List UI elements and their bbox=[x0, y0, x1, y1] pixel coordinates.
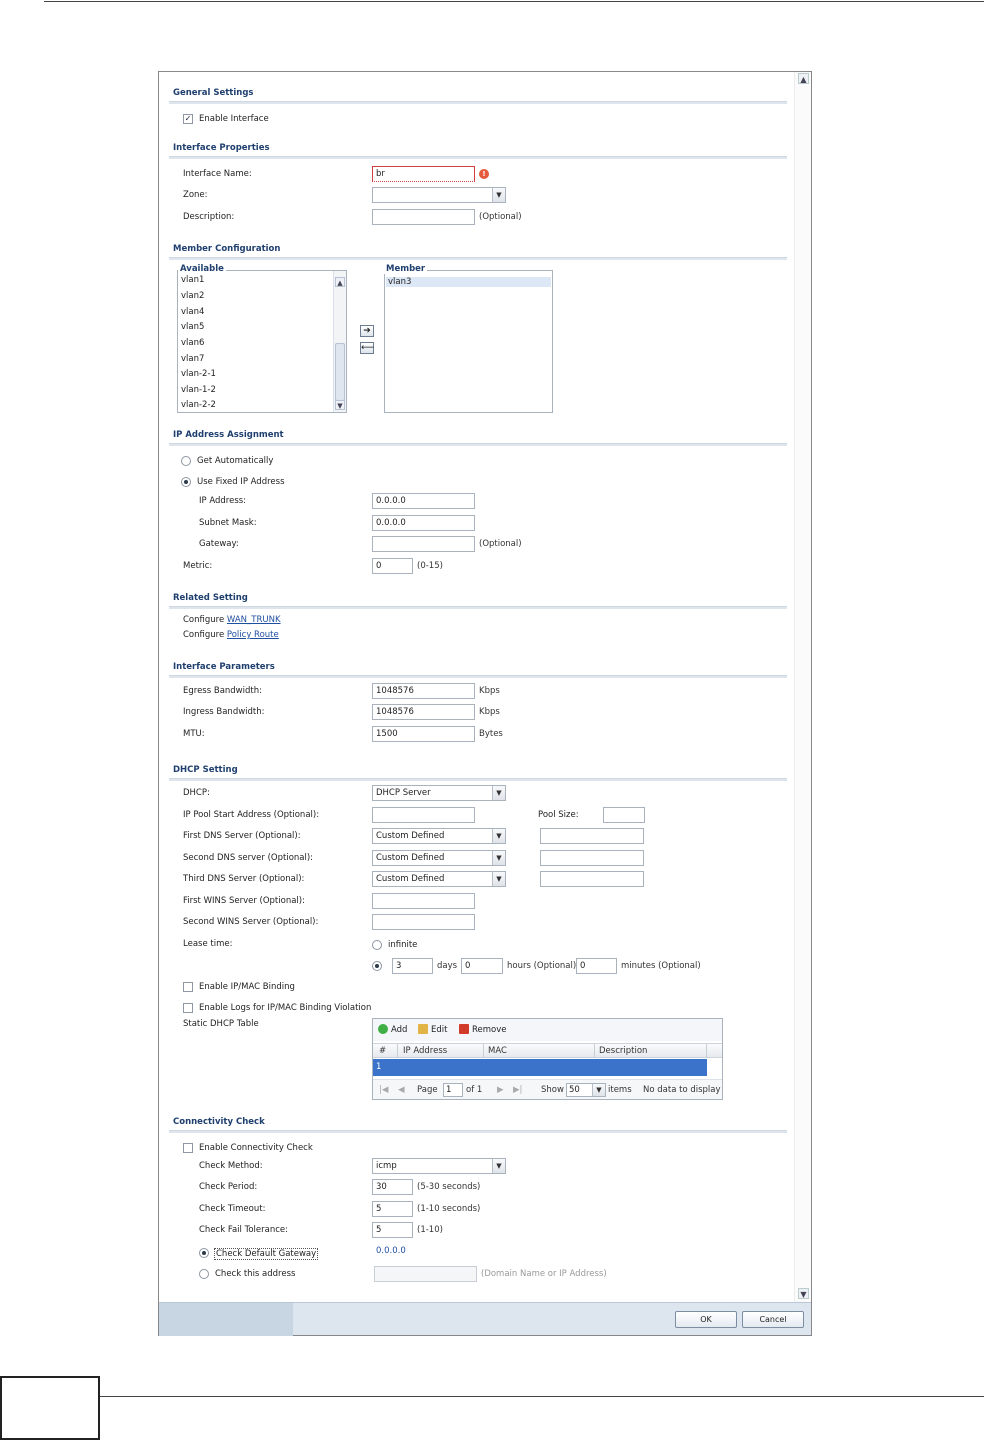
get-automatically-radio[interactable] bbox=[181, 456, 191, 466]
check-period-note: (5-30 seconds) bbox=[417, 1182, 481, 1192]
available-title-text: Available bbox=[180, 264, 224, 274]
chevron-down-icon: ▼ bbox=[592, 1084, 605, 1096]
page-label: Page bbox=[417, 1085, 438, 1095]
first-dns-select[interactable] bbox=[372, 828, 506, 844]
remove-label: Remove bbox=[472, 1025, 507, 1035]
check-method-select[interactable] bbox=[372, 1158, 506, 1174]
error-icon: ! bbox=[479, 169, 489, 179]
section-divider bbox=[169, 1130, 787, 1133]
section-divider bbox=[169, 443, 787, 446]
use-fixed-ip-label: Use Fixed IP Address bbox=[197, 477, 285, 487]
scroll-down-icon[interactable]: ▼ bbox=[798, 1288, 809, 1299]
ip-pool-start-label: IP Pool Start Address (Optional): bbox=[183, 810, 320, 820]
section-interface-parameters: Interface Parameters bbox=[173, 662, 275, 672]
available-list[interactable] bbox=[177, 270, 347, 413]
check-this-address-label: Check this address bbox=[215, 1269, 296, 1279]
section-divider bbox=[169, 101, 787, 104]
section-connectivity-check: Connectivity Check bbox=[173, 1117, 265, 1127]
dhcp-value: DHCP Server bbox=[376, 788, 431, 798]
first-dns-label: First DNS Server (Optional): bbox=[183, 831, 301, 841]
configure-policy-route-row bbox=[183, 630, 279, 640]
no-data-message: No data to display bbox=[643, 1085, 721, 1095]
section-general-settings: General Settings bbox=[173, 88, 254, 98]
col-separator bbox=[397, 1044, 398, 1058]
check-timeout-note: (1-10 seconds) bbox=[417, 1204, 481, 1214]
col-mac[interactable]: MAC bbox=[488, 1046, 507, 1056]
second-dns-select[interactable] bbox=[372, 850, 506, 866]
third-dns-value: Custom Defined bbox=[376, 874, 445, 884]
list-item[interactable]: vlan5 bbox=[181, 322, 205, 332]
add-label: Add bbox=[391, 1025, 408, 1035]
wan-trunk-link[interactable]: WAN_TRUNK bbox=[226, 615, 281, 625]
first-dns-input[interactable] bbox=[540, 828, 644, 844]
page-bottom-rule bbox=[100, 1396, 984, 1397]
chevron-down-icon: ▼ bbox=[492, 786, 505, 800]
pool-size-input[interactable] bbox=[603, 807, 645, 823]
second-dns-input[interactable] bbox=[540, 850, 644, 866]
check-timeout-label: Check Timeout: bbox=[199, 1204, 266, 1214]
metric-label: Metric: bbox=[183, 561, 213, 571]
get-automatically-label: Get Automatically bbox=[197, 456, 274, 466]
list-item[interactable]: vlan6 bbox=[181, 338, 205, 348]
ip-pool-start-input[interactable] bbox=[372, 807, 475, 823]
first-wins-input[interactable] bbox=[372, 893, 475, 909]
next-page-icon[interactable]: ▶ bbox=[497, 1085, 504, 1095]
subnet-mask-label: Subnet Mask: bbox=[199, 518, 257, 528]
ingress-unit: Kbps bbox=[479, 707, 500, 717]
arrow-left-icon: ⟵ bbox=[361, 343, 374, 353]
subnet-mask-input[interactable]: 0.0.0.0 bbox=[372, 515, 475, 531]
minutes-label: minutes (Optional) bbox=[621, 961, 701, 971]
section-divider bbox=[169, 257, 787, 260]
chevron-down-icon: ▼ bbox=[492, 872, 505, 886]
dhcp-select[interactable] bbox=[372, 785, 506, 801]
first-wins-label: First WINS Server (Optional): bbox=[183, 896, 305, 906]
second-dns-label: Second DNS server (Optional): bbox=[183, 853, 314, 863]
list-item[interactable]: vlan-1-2 bbox=[181, 385, 216, 395]
lease-days-input[interactable]: 3 bbox=[392, 958, 433, 974]
dialog-content bbox=[159, 72, 793, 1302]
footer-left-panel bbox=[159, 1303, 293, 1336]
check-default-gateway-label: Check Default Gateway bbox=[216, 1249, 317, 1259]
description-label: Description: bbox=[183, 212, 235, 222]
check-fail-tolerance-label: Check Fail Tolerance: bbox=[199, 1225, 288, 1235]
gateway-optional-note: (Optional) bbox=[479, 539, 522, 549]
trash-icon bbox=[459, 1024, 469, 1034]
use-fixed-ip-radio[interactable] bbox=[181, 477, 191, 487]
list-item[interactable]: vlan7 bbox=[181, 354, 205, 364]
items-label: items bbox=[608, 1085, 632, 1095]
third-dns-select[interactable] bbox=[372, 871, 506, 887]
configure-label: Configure bbox=[183, 630, 225, 640]
section-divider bbox=[169, 778, 787, 781]
egress-unit: Kbps bbox=[479, 686, 500, 696]
policy-route-link[interactable]: Policy Route bbox=[226, 630, 279, 640]
add-member-button[interactable] bbox=[360, 325, 374, 337]
member-list[interactable] bbox=[384, 270, 553, 413]
configure-wan-trunk-row bbox=[183, 615, 281, 625]
list-item[interactable]: vlan1 bbox=[181, 275, 205, 285]
list-item[interactable]: vlan4 bbox=[181, 307, 205, 317]
page-size-select[interactable] bbox=[566, 1083, 606, 1097]
ingress-bandwidth-label: Ingress Bandwidth: bbox=[183, 707, 265, 717]
enable-ipmac-binding-label: Enable IP/MAC Binding bbox=[199, 982, 295, 992]
col-number[interactable]: # bbox=[379, 1046, 387, 1056]
list-item[interactable]: vlan-2-2 bbox=[181, 400, 216, 410]
check-period-input[interactable]: 30 bbox=[372, 1179, 413, 1195]
check-address-input[interactable] bbox=[374, 1266, 477, 1282]
enable-ipmac-logs-checkbox[interactable] bbox=[183, 1003, 193, 1013]
chevron-down-icon: ▼ bbox=[492, 188, 505, 202]
lease-infinite-radio[interactable] bbox=[372, 940, 382, 950]
prev-page-icon[interactable]: ◀ bbox=[398, 1085, 405, 1095]
add-button[interactable] bbox=[378, 1024, 407, 1035]
description-input[interactable] bbox=[372, 209, 475, 225]
check-fail-tolerance-note: (1-10) bbox=[417, 1225, 443, 1235]
check-address-hint: (Domain Name or IP Address) bbox=[481, 1269, 607, 1279]
page-of-label: of 1 bbox=[466, 1085, 483, 1095]
zone-label: Zone: bbox=[183, 190, 208, 200]
scroll-down-icon[interactable]: ▼ bbox=[335, 400, 345, 410]
page-top-rule bbox=[44, 1, 984, 2]
section-interface-properties: Interface Properties bbox=[173, 143, 270, 153]
egress-bandwidth-label: Egress Bandwidth: bbox=[183, 686, 262, 696]
col-separator bbox=[706, 1044, 707, 1058]
ingress-bandwidth-input[interactable]: 1048576 bbox=[372, 704, 475, 720]
table-row[interactable] bbox=[373, 1059, 707, 1076]
enable-interface-label: Enable Interface bbox=[199, 114, 269, 124]
page-number-box bbox=[0, 1376, 100, 1440]
static-dhcp-table-label: Static DHCP Table bbox=[183, 1019, 259, 1029]
scroll-up-icon[interactable]: ▲ bbox=[335, 277, 345, 287]
add-icon bbox=[378, 1024, 388, 1034]
scroll-thumb[interactable] bbox=[335, 343, 345, 401]
section-related-setting: Related Setting bbox=[173, 593, 248, 603]
check-timeout-input[interactable]: 5 bbox=[372, 1201, 413, 1217]
page-number-input[interactable]: 1 bbox=[443, 1083, 463, 1097]
gateway-label: Gateway: bbox=[199, 539, 239, 549]
second-dns-value: Custom Defined bbox=[376, 853, 445, 863]
available-list-scrollbar[interactable] bbox=[333, 271, 346, 412]
edit-label: Edit bbox=[431, 1025, 448, 1035]
static-dhcp-table bbox=[372, 1018, 723, 1100]
enable-interface-checkbox[interactable]: ✓ bbox=[184, 114, 192, 123]
check-method-label: Check Method: bbox=[199, 1161, 263, 1171]
dhcp-label: DHCP: bbox=[183, 788, 210, 798]
chevron-down-icon: ▼ bbox=[492, 851, 505, 865]
section-dhcp-setting: DHCP Setting bbox=[173, 765, 238, 775]
check-period-label: Check Period: bbox=[199, 1182, 258, 1192]
col-separator bbox=[594, 1044, 595, 1058]
col-separator bbox=[483, 1044, 484, 1058]
first-page-icon[interactable]: |◀ bbox=[379, 1085, 389, 1095]
edit-icon bbox=[418, 1024, 428, 1034]
lease-duration-radio[interactable] bbox=[372, 961, 382, 971]
table-header bbox=[373, 1043, 722, 1058]
ip-address-input[interactable]: 0.0.0.0 bbox=[372, 493, 475, 509]
table-toolbar bbox=[373, 1019, 722, 1041]
section-divider bbox=[169, 675, 787, 678]
list-item[interactable]: vlan3 bbox=[386, 277, 551, 287]
zone-select[interactable] bbox=[372, 187, 506, 203]
hours-label: hours (Optional) bbox=[507, 961, 577, 971]
second-wins-label: Second WINS Server (Optional): bbox=[183, 917, 319, 927]
description-optional-note: (Optional) bbox=[479, 212, 522, 222]
check-this-address-radio[interactable] bbox=[199, 1269, 209, 1279]
pool-size-label: Pool Size: bbox=[538, 810, 579, 820]
section-divider bbox=[169, 156, 787, 159]
section-divider bbox=[169, 606, 787, 609]
gateway-input[interactable] bbox=[372, 536, 475, 552]
egress-bandwidth-input[interactable]: 1048576 bbox=[372, 683, 475, 699]
lease-time-label: Lease time: bbox=[183, 939, 233, 949]
section-member-configuration: Member Configuration bbox=[173, 244, 281, 254]
default-gateway-value: 0.0.0.0 bbox=[376, 1246, 406, 1256]
remove-button[interactable] bbox=[459, 1024, 507, 1035]
edit-button[interactable] bbox=[418, 1024, 447, 1035]
configure-label: Configure bbox=[183, 615, 225, 625]
member-title-text: Member bbox=[386, 264, 426, 274]
enable-connectivity-check-checkbox[interactable] bbox=[183, 1143, 193, 1153]
interface-name-input[interactable]: br bbox=[372, 166, 475, 182]
page-size-value: 50 bbox=[569, 1085, 580, 1095]
third-dns-label: Third DNS Server (Optional): bbox=[183, 874, 305, 884]
col-ip-address[interactable]: IP Address bbox=[403, 1046, 448, 1056]
ok-button[interactable]: OK bbox=[675, 1311, 737, 1328]
first-dns-value: Custom Defined bbox=[376, 831, 445, 841]
col-description[interactable]: Description bbox=[599, 1046, 648, 1056]
second-wins-input[interactable] bbox=[372, 914, 475, 930]
lease-minutes-input[interactable]: 0 bbox=[576, 958, 617, 974]
interface-name-label: Interface Name: bbox=[183, 169, 252, 179]
member-list-title bbox=[384, 264, 427, 274]
metric-input[interactable]: 0 bbox=[372, 558, 413, 574]
check-default-gateway-radio[interactable] bbox=[199, 1248, 209, 1258]
lease-infinite-label: infinite bbox=[388, 940, 418, 950]
days-label: days bbox=[437, 961, 458, 971]
mtu-unit: Bytes bbox=[479, 729, 503, 739]
edit-bridge-dialog bbox=[158, 71, 812, 1336]
chevron-down-icon: ▼ bbox=[492, 829, 505, 843]
mtu-input[interactable]: 1500 bbox=[372, 726, 475, 742]
third-dns-input[interactable] bbox=[540, 871, 644, 887]
scroll-up-icon[interactable]: ▲ bbox=[798, 73, 809, 84]
enable-ipmac-logs-label: Enable Logs for IP/MAC Binding Violation bbox=[199, 1003, 372, 1013]
available-list-title bbox=[178, 264, 226, 274]
check-method-value: icmp bbox=[376, 1161, 397, 1171]
lease-hours-input[interactable]: 0 bbox=[461, 958, 503, 974]
check-fail-tolerance-input[interactable]: 5 bbox=[372, 1222, 413, 1238]
row-number: 1 bbox=[376, 1062, 382, 1072]
arrow-right-icon: ➔ bbox=[363, 326, 371, 336]
cancel-button[interactable]: Cancel bbox=[742, 1311, 804, 1328]
chevron-down-icon: ▼ bbox=[492, 1159, 505, 1173]
section-ip-address-assignment: IP Address Assignment bbox=[173, 430, 284, 440]
dialog-scrollbar[interactable] bbox=[794, 72, 811, 1302]
metric-range-note: (0-15) bbox=[417, 561, 443, 571]
show-label: Show bbox=[541, 1085, 564, 1095]
enable-connectivity-check-label: Enable Connectivity Check bbox=[199, 1143, 313, 1153]
ip-address-label: IP Address: bbox=[199, 496, 247, 506]
dialog-footer bbox=[159, 1302, 811, 1335]
list-item[interactable]: vlan2 bbox=[181, 291, 205, 301]
table-pager bbox=[373, 1079, 722, 1099]
remove-member-button[interactable] bbox=[360, 342, 374, 354]
mtu-label: MTU: bbox=[183, 729, 205, 739]
list-item[interactable]: vlan-2-1 bbox=[181, 369, 216, 379]
enable-ipmac-binding-checkbox[interactable] bbox=[183, 982, 193, 992]
last-page-icon[interactable]: ▶| bbox=[513, 1085, 523, 1095]
